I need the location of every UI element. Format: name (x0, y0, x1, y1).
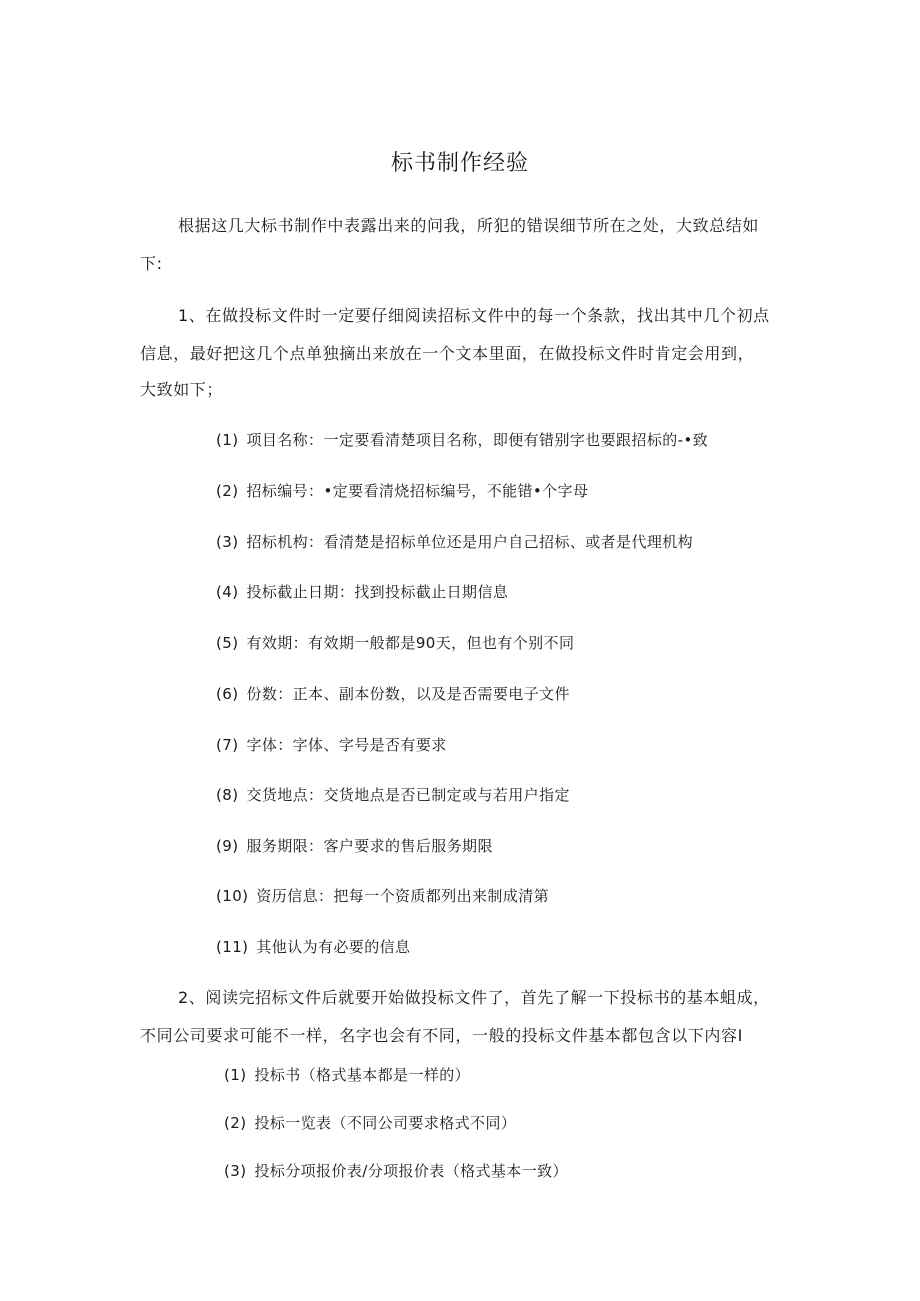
document-title: 标书制作经验 (390, 151, 529, 176)
item-text: 资历信息：把每一个资质都列出来制成清第 (256, 887, 550, 905)
section1-line-2: 信息，最好把这几个点单独摘出来放在一个文本里面，在做投标文件时肯定会用到， (140, 344, 755, 363)
item-number: (2) (224, 1114, 247, 1132)
intro-line-1: 根据这几大标书制作中表露出来的问我，所犯的错误细节所在之处，大致总结如 (178, 216, 760, 235)
item-text: 投标一览表（不同公司要求格式不同） (254, 1114, 517, 1132)
item-text: 交货地点：交货地点是否已制定或与若用户指定 (246, 786, 570, 804)
item-text: 份数：正本、副本份数，以及是否需要电子文件 (246, 685, 570, 703)
item-text: 服务期限：客户要求的售后服务期限 (246, 837, 493, 855)
item-number: (2) (216, 482, 239, 500)
section1-item (216, 935, 410, 959)
section2-line-2: 不同公司要求可能不一样，名字也会有不同，一般的投标文件基本都包含以下内容I (140, 1026, 743, 1045)
section1-item (216, 580, 508, 604)
section1-item (216, 834, 493, 858)
item-number: (1) (216, 431, 239, 449)
item-text: 招标机构：看清楚是招标单位还是用户自己招标、或者是代理机构 (246, 533, 694, 551)
item-number: (8) (216, 786, 239, 804)
item-number: (11) (216, 938, 249, 956)
section2-item (224, 1063, 470, 1087)
section1-item (216, 682, 570, 706)
section1-item (216, 783, 570, 807)
item-number: (3) (216, 533, 239, 551)
item-number: (3) (224, 1162, 247, 1180)
item-text: 投标截止日期：找到投标截止日期信息 (246, 583, 509, 601)
section2-item (224, 1159, 568, 1183)
section1-line-1: 1、在做投标文件时一定要仔细阅读招标文件中的每一个条款，找出其中几个初点 (178, 306, 770, 325)
item-number: (9) (216, 837, 239, 855)
item-number: (1) (224, 1066, 247, 1084)
item-text: 项目名称：一定要看清楚项目名称，即便有错别字也要跟招标的-•致 (246, 431, 709, 449)
item-text: 投标书（格式基本都是一样的） (254, 1066, 471, 1084)
intro-line-2: 下: (140, 254, 163, 273)
item-text: 有效期：有效期一般都是90天，但也有个别不同 (246, 634, 575, 652)
item-text: 招标编号：•定要看清烧招标编号，不能错•个字母 (246, 482, 589, 500)
section1-item (216, 733, 447, 757)
section1-line-3: 大致如下； (140, 380, 224, 399)
item-number: (5) (216, 634, 239, 652)
item-number: (4) (216, 583, 239, 601)
item-number: (6) (216, 685, 239, 703)
item-text: 投标分项报价表/分项报价表（格式基本一致） (254, 1162, 568, 1180)
section1-item (216, 884, 549, 908)
section1-item (216, 428, 708, 452)
section2-item (224, 1111, 516, 1135)
section1-item (216, 530, 693, 554)
item-text: 其他认为有必要的信息 (256, 938, 411, 956)
section2-line-1: 2、阅读完招标文件后就要开始做投标文件了，首先了解一下投标书的基本蛆成， (178, 988, 770, 1007)
item-number: (10) (216, 887, 249, 905)
section1-item (216, 479, 588, 503)
section1-item (216, 631, 574, 655)
item-number: (7) (216, 736, 239, 754)
item-text: 字体：字体、字号是否有要求 (246, 736, 447, 754)
